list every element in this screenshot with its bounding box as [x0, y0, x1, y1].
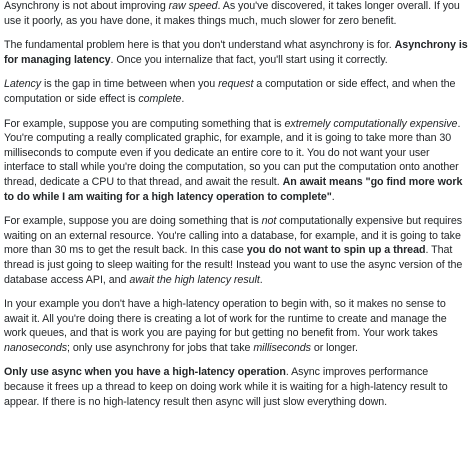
- answer-paragraph: [4, 365, 468, 409]
- paragraph-text: . Once you internalize that fact, you'll start using it correctly.: [110, 53, 388, 66]
- answer-paragraph: [4, 38, 468, 67]
- paragraph-text: . As you've discovered, it takes longer overall. If you use it poorly, as you have done, it makes things much, much slower for zero benefit.: [4, 0, 460, 27]
- answer-paragraph: [4, 117, 468, 205]
- emphasis-italic-text: not: [261, 215, 277, 228]
- answer-paragraph: [4, 297, 468, 355]
- paragraph-text: ; only use asynchrony for jobs that take: [67, 341, 254, 354]
- emphasis-italic-text: await the high latency result: [129, 273, 260, 286]
- emphasis-bold-text: An await means "go find more work to do while I am waiting for a high latency operation to complete": [4, 175, 463, 203]
- paragraph-text: For example, suppose you are computing something that is: [4, 117, 285, 130]
- emphasis-italic-text: nanoseconds: [4, 341, 68, 354]
- paragraph-text: .: [181, 92, 185, 105]
- emphasis-italic-text: complete: [138, 92, 182, 105]
- paragraph-text: or longer.: [310, 341, 358, 354]
- emphasis-italic-text: raw speed: [168, 0, 218, 12]
- paragraph-text: . You're computing a really complicated graphic, for example, and it is going to take more than 30 milliseconds to compute even if you dedicate an entire core to it. You do not want your user interface to stall while you're doing the computation, so you can put the computation onto another thread, dedicate a CPU to that thread, and await the result.: [4, 117, 461, 188]
- emphasis-bold-text: Asynchrony is for managing latency: [4, 39, 468, 66]
- answer-paragraph: [4, 0, 468, 28]
- emphasis-bold-text: you do not want to spin up a thread: [246, 244, 426, 257]
- paragraph-text: For example, suppose you are doing something that is: [4, 215, 262, 228]
- emphasis-italic-text: extremely computationally expensive: [284, 117, 458, 130]
- paragraph-text: The fundamental problem here is that you don't understand what asynchrony is for.: [4, 39, 395, 52]
- answer-paragraph: [4, 214, 468, 287]
- emphasis-bold-text: Only use async when you have a high-latency operation: [4, 366, 286, 379]
- paragraph-text: . Async improves performance because it frees up a thread to keep on doing work while it is waiting for a high-latency result to appear. If there is no high-latency result then async will just slow everything down.: [4, 366, 448, 408]
- emphasis-italic-text: Latency: [4, 78, 42, 91]
- paragraph-text: In your example you don't have a high-latency operation to begin with, so it makes no sense to await it. All you're doing there is creating a lot of work for the runtime to create and manage the work queues, and that is work you are paying for but getting no benefit from. Your work takes: [4, 298, 447, 340]
- paragraph-text: . That thread is just going to sleep waiting for the result! Instead you want to use the async version of the database access API, and: [4, 244, 463, 286]
- emphasis-italic-text: request: [218, 78, 254, 91]
- paragraph-text: is the gap in time between when you: [41, 78, 219, 91]
- answer-paragraph: [4, 77, 468, 106]
- paragraph-text: Asynchrony is not about improving: [4, 0, 169, 12]
- paragraph-text: a computation or side effect, and when the computation or side effect is: [4, 78, 456, 105]
- emphasis-italic-text: milliseconds: [253, 341, 311, 354]
- paragraph-text: .: [259, 273, 263, 286]
- paragraph-text: computationally expensive but requires waiting on an external resource. You're calling into a database, for example, and it is going to take more than 30 ms to get the result back. In this case: [4, 215, 463, 257]
- paragraph-text: .: [331, 190, 335, 203]
